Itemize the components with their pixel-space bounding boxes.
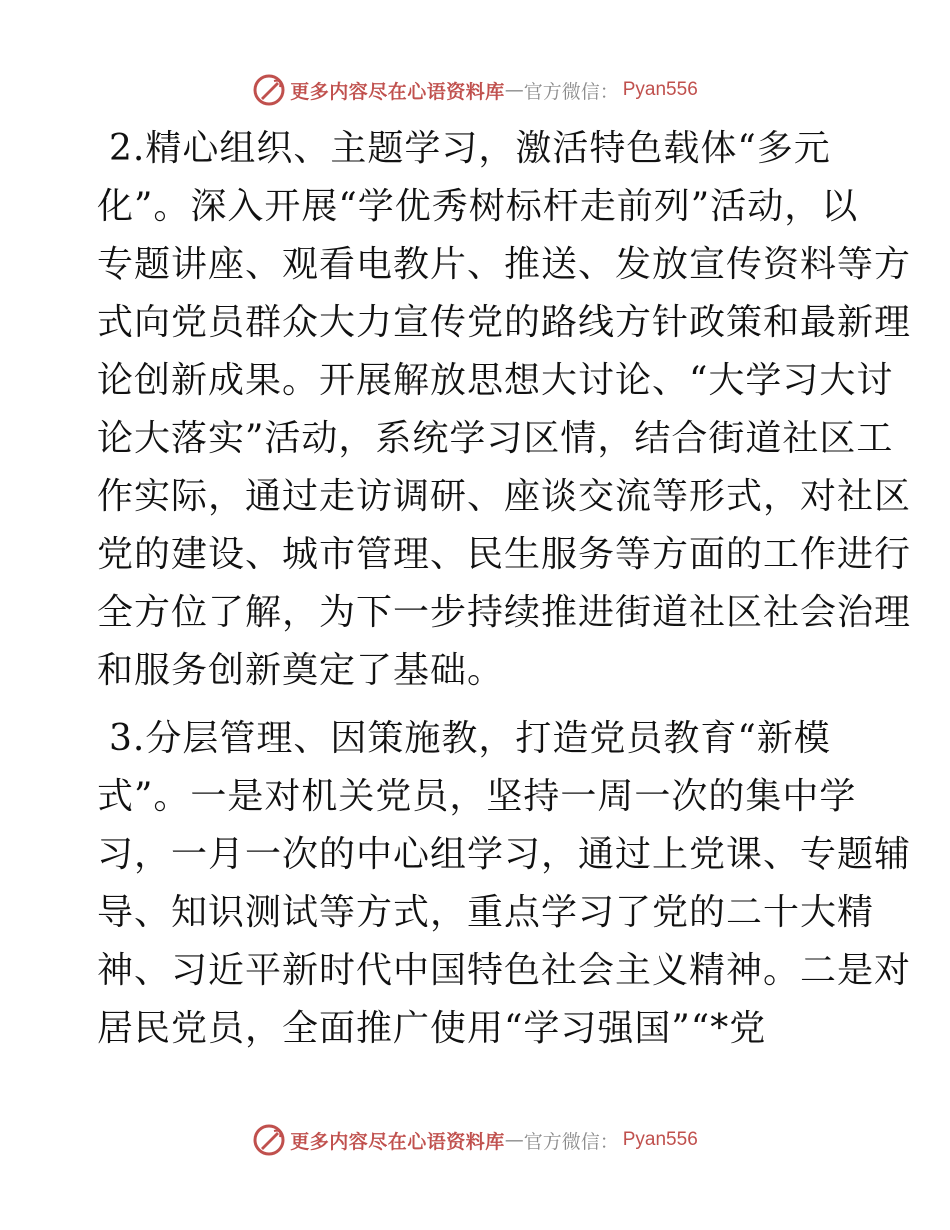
text-line: 和服务创新奠定了基础。 <box>97 650 505 691</box>
text-line: 全方位了解，为下一步持续推进街道社区社会治理 <box>97 592 912 633</box>
quill-logo-icon <box>252 1123 286 1157</box>
text-line: 式”。一是对机关党员，坚持一周一次的集中学 <box>97 776 857 817</box>
watermark-label: 官方微信： <box>523 80 619 103</box>
text-line: 党的建设、城市管理、民生服务等方面的工作进行 <box>97 534 912 575</box>
watermark-text: 更多内容尽在心语资料库 <box>290 1130 505 1153</box>
watermark-separator: — <box>504 79 524 101</box>
text-line: 化”。深入开展“学优秀树标杆走前列”活动，以 <box>97 186 859 227</box>
watermark-text: 更多内容尽在心语资料库 <box>290 80 505 103</box>
footer-watermark <box>0 1120 950 1160</box>
text-line: 论创新成果。开展解放思想大讨论、“大学习大讨 <box>97 360 894 401</box>
text-line: 神、习近平新时代中国特色社会主义精神。二是对 <box>97 950 912 991</box>
text-line: 2.精心组织、主题学习，激活特色载体“多元 <box>109 128 831 169</box>
watermark-id: Pyan556 <box>622 79 698 100</box>
watermark-id: Pyan556 <box>622 1129 698 1150</box>
text-line: 3.分层管理、因策施教，打造党员教育“新模 <box>109 718 831 759</box>
watermark-label: 官方微信： <box>523 1130 619 1153</box>
text-line: 居民党员，全面推广使用“学习强国”“*党 <box>97 1008 767 1049</box>
paragraph-2 <box>97 120 912 700</box>
text-line: 式向党员群众大力宣传党的路线方针政策和最新理 <box>97 302 912 343</box>
text-line: 作实际，通过走访调研、座谈交流等形式，对社区 <box>97 476 912 517</box>
text-line: 专题讲座、观看电教片、推送、发放宣传资料等方 <box>97 244 912 285</box>
header-watermark <box>0 70 950 110</box>
watermark-separator: — <box>504 1129 524 1151</box>
document-body <box>97 120 912 1068</box>
text-line: 导、知识测试等方式，重点学习了党的二十大精 <box>97 892 875 933</box>
text-line: 论大落实”活动，系统学习区情，结合街道社区工 <box>97 418 894 459</box>
text-line: 习，一月一次的中心组学习，通过上党课、专题辅 <box>97 834 912 875</box>
quill-logo-icon <box>252 73 286 107</box>
paragraph-3 <box>97 710 912 1058</box>
